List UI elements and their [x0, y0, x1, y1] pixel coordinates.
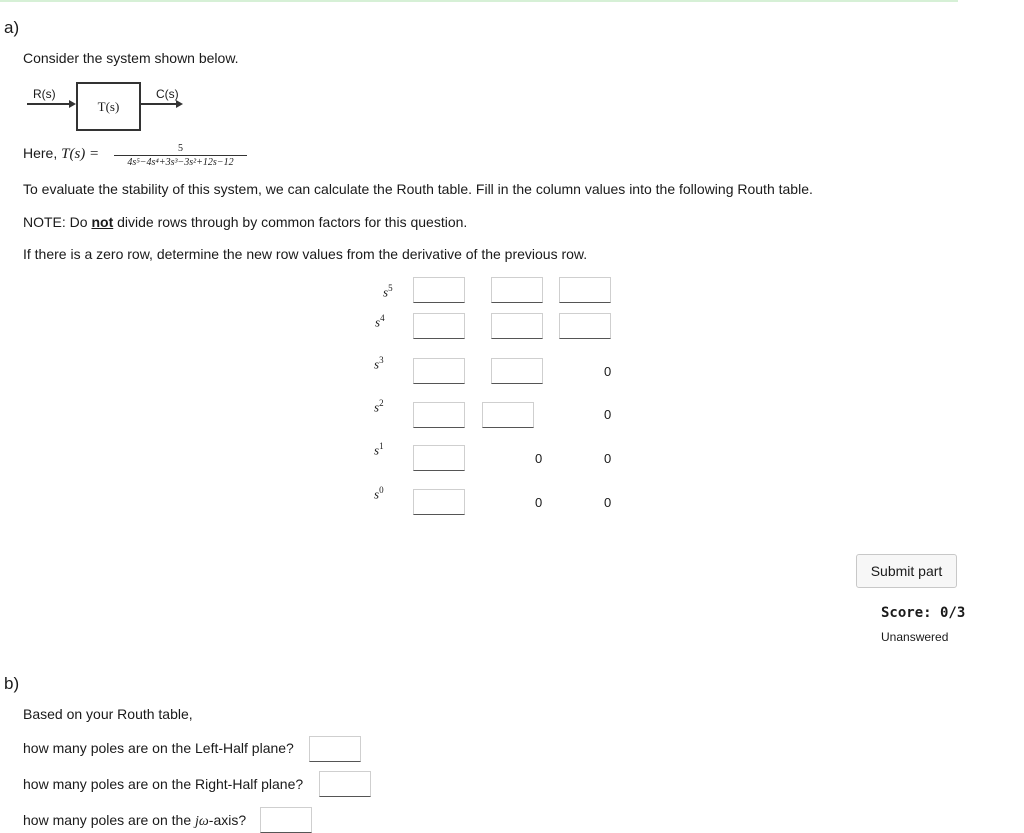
jw-question-prefix: how many poles are on the [23, 812, 195, 828]
routh-row-label: $s^3$ [374, 355, 384, 372]
routh-row-label: $s^5$ [383, 283, 393, 300]
routh-row-label: $s^0$ [374, 485, 384, 502]
input-arrow-icon [69, 100, 76, 108]
jw-question-suffix: -axis? [208, 812, 247, 828]
input-signal-line [27, 103, 69, 105]
part-b-label: b) [4, 674, 20, 693]
lhp-answer-input[interactable] [309, 736, 361, 762]
top-divider [0, 0, 958, 2]
lhp-question: how many poles are on the Left-Half plane? [23, 740, 294, 756]
routh-s1-col1-input[interactable] [413, 445, 465, 471]
input-signal-label: R(s) [33, 87, 56, 101]
routh-instruction: To evaluate the stability of this system, we can calculate the Routh table. Fill in the column values into the following Routh table. [23, 181, 813, 197]
output-arrow-icon [176, 100, 183, 108]
routh-s0-col3-value: 0 [604, 495, 612, 510]
transfer-prefix: Here, [23, 145, 62, 161]
rhp-answer-input[interactable] [319, 771, 371, 797]
part-b-intro: Based on your Routh table, [23, 706, 193, 722]
routh-s2-col3-value: 0 [604, 407, 612, 422]
note-prefix: NOTE: Do [23, 214, 92, 230]
output-signal-line [141, 103, 177, 105]
submit-part-button[interactable]: Submit part [856, 554, 957, 588]
routh-s3-col3-value: 0 [604, 364, 612, 379]
score-text: Score: 0/3 [881, 605, 966, 621]
answer-status: Unanswered [881, 630, 949, 644]
routh-s3-col2-input[interactable] [491, 358, 543, 384]
routh-note [23, 214, 467, 230]
transfer-lhs: T(s) = [61, 146, 100, 162]
routh-s2-col2-input[interactable] [482, 402, 534, 428]
routh-s5-col3-input[interactable] [559, 277, 611, 303]
part-a-label: a) [4, 18, 20, 37]
jw-symbol: jω [195, 814, 209, 829]
note-emphasis: not [91, 214, 114, 230]
routh-s5-col1-input[interactable] [413, 277, 465, 303]
routh-s4-col2-input[interactable] [491, 313, 543, 339]
jw-answer-input[interactable] [260, 807, 312, 833]
routh-s5-col2-input[interactable] [491, 277, 543, 303]
output-signal-label: C(s) [156, 87, 179, 101]
fraction-bar [114, 155, 247, 156]
rhp-question: how many poles are on the Right-Half plane? [23, 776, 304, 792]
part-a-intro: Consider the system shown below. [23, 50, 239, 66]
transfer-fraction [114, 143, 247, 169]
transfer-function [23, 145, 99, 163]
routh-s4-col3-input[interactable] [559, 313, 611, 339]
routh-row-label: $s^1$ [374, 441, 384, 458]
transfer-numerator: 5 [178, 143, 183, 154]
routh-s1-col2-value: 0 [535, 451, 543, 466]
routh-s1-col3-value: 0 [604, 451, 612, 466]
routh-row-label: $s^4$ [375, 313, 385, 330]
routh-s3-col1-input[interactable] [413, 358, 465, 384]
routh-s0-col1-input[interactable] [413, 489, 465, 515]
transfer-denominator: 4s⁵−4s⁴+3s³−3s²+12s−12 [127, 157, 234, 168]
routh-s0-col2-value: 0 [535, 495, 543, 510]
routh-row-label: $s^2$ [374, 398, 384, 415]
routh-s2-col1-input[interactable] [413, 402, 465, 428]
transfer-block: T(s) [76, 82, 141, 131]
routh-s4-col1-input[interactable] [413, 313, 465, 339]
jw-question [23, 812, 246, 830]
zero-row-hint: If there is a zero row, determine the new row values from the derivative of the previous row. [23, 246, 588, 262]
note-suffix: divide rows through by common factors for this question. [113, 214, 468, 230]
